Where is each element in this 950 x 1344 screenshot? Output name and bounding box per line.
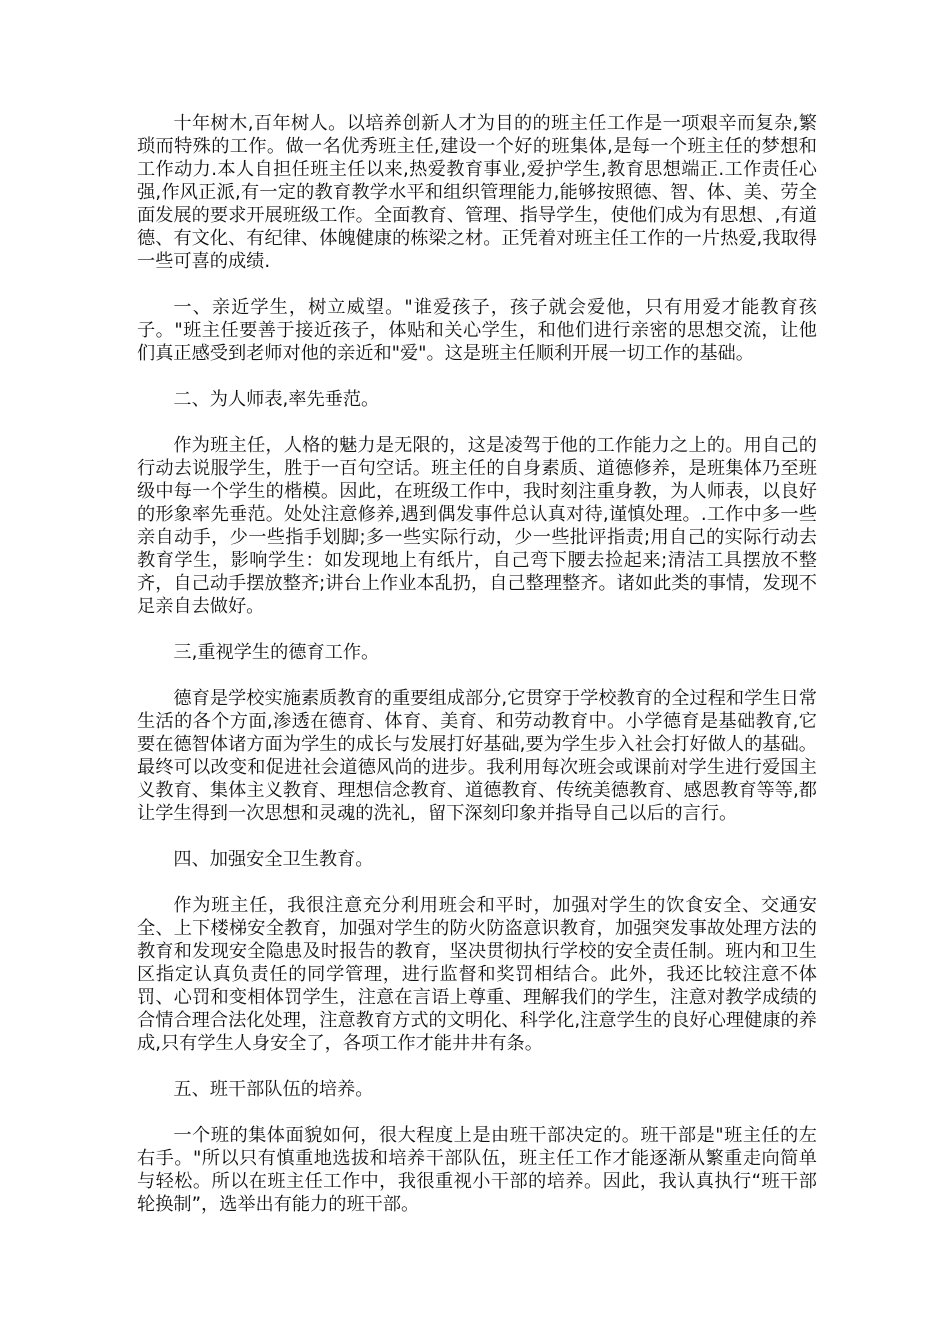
heading-section-2: 二、为人师表,率先垂范。 — [173, 389, 380, 410]
paragraph-section-1: 一、亲近学生，树立威望。"谁爱孩子，孩子就会爱他，只有用爱才能教育孩子。"班主任要善于接近孩子，体贴和关心学生，和他们进行亲密的思想交流，让他们真正感受到老师对他的亲近和"爱"。这是班主任顺利开展一切工作的基础。 — [137, 297, 817, 364]
paragraph-section-3: 德育是学校实施素质教育的重要组成部分,它贯穿于学校教育的全过程和学生日常生活的各个方面,渗透在德育、体育、美育、和劳动教育中。小学德育是基础教育,它要在德智体诸方面为学生的成长与发展打好基础,要为学生步入社会打好做人的基础。最终可以改变和促进社会道德风尚的进步。我利用每次班会或课前对学生进行爱国主义教育、集体主义教育、理想信念教育、道德教育、传统美德教育、感恩教育等等,都让学生得到一次思想和灵魂的洗礼，留下深刻印象并指导自己以后的言行。 — [137, 688, 817, 824]
paragraph-section-5: 一个班的集体面貌如何，很大程度上是由班干部决定的。班干部是"班主任的左右手。"所以只有慎重地选拔和培养干部队伍，班主任工作才能逐渐从繁重走向简单与轻松。所以在班主任工作中，我很重视小干部的培养。因此，我认真执行“班干部轮换制”，选举出有能力的班干部。 — [137, 1125, 817, 1215]
document-page — [137, 112, 817, 1239]
paragraph-section-2: 作为班主任，人格的魅力是无限的，这是凌驾于他的工作能力之上的。用自己的行动去说服学生，胜于一百句空话。班主任的自身素质、道德修养，是班集体乃至班级中每一个学生的楷模。因此，在班级工作中，我时刻注重身教，为人师表，以良好的形象率先垂范。处处注意修养,遇到偶发事件总认真对待,谨慎处理。.工作中多一些亲自动手，少一些指手划脚;多一些实际行动，少一些批评指责;用自己的实际行动去教育学生，影响学生：如发现地上有纸片，自己弯下腰去捡起来;清洁工具摆放不整齐，自己动手摆放整齐;讲台上作业本乱扔，自己整理整齐。诸如此类的事情，发现不足亲自去做好。 — [137, 435, 817, 617]
heading-section-5: 五、班干部队伍的培养。 — [173, 1079, 374, 1100]
paragraph-intro: 十年树木,百年树人。以培养创新人才为目的的班主任工作是一项艰辛而复杂,繁琐而特殊的工作。做一名优秀班主任,建设一个好的班集体,是每一个班主任的梦想和工作动力.本人自担任班主任以来,热爱教育事业,爱护学生,教育思想端正.工作责任心强,作风正派,有一定的教育教学水平和组织管理能力,能够按照德、智、体、美、劳全面发展的要求开展班级工作。全面教育、管理、指导学生，使他们成为有思想、,有道德、有文化、有纪律、体魄健康的栋梁之材。正凭着对班主任工作的一片热爱,我取得一些可喜的成绩. — [137, 113, 817, 272]
heading-section-3: 三,重视学生的德育工作。 — [173, 642, 380, 663]
heading-section-4: 四、加强安全卫生教育。 — [173, 849, 374, 870]
paragraph-section-4: 作为班主任，我很注意充分利用班会和平时，加强对学生的饮食安全、交通安全、上下楼梯安全教育，加强对学生的防火防盗意识教育，加强突发事故处理方法的教育和发现安全隐患及时报告的教育，坚决贯彻执行学校的安全责任制。班内和卫生区指定认真负责任的同学管理，进行监督和奖罚相结合。此外，我还比较注意不体罚、心罚和变相体罚学生，注意在言语上尊重、理解我们的学生，注意对教学成绩的合情合理合法化处理，注意教育方式的文明化、科学化,注意学生的良好心理健康的养成,只有学生人身安全了，各项工作才能井井有条。 — [137, 895, 817, 1054]
